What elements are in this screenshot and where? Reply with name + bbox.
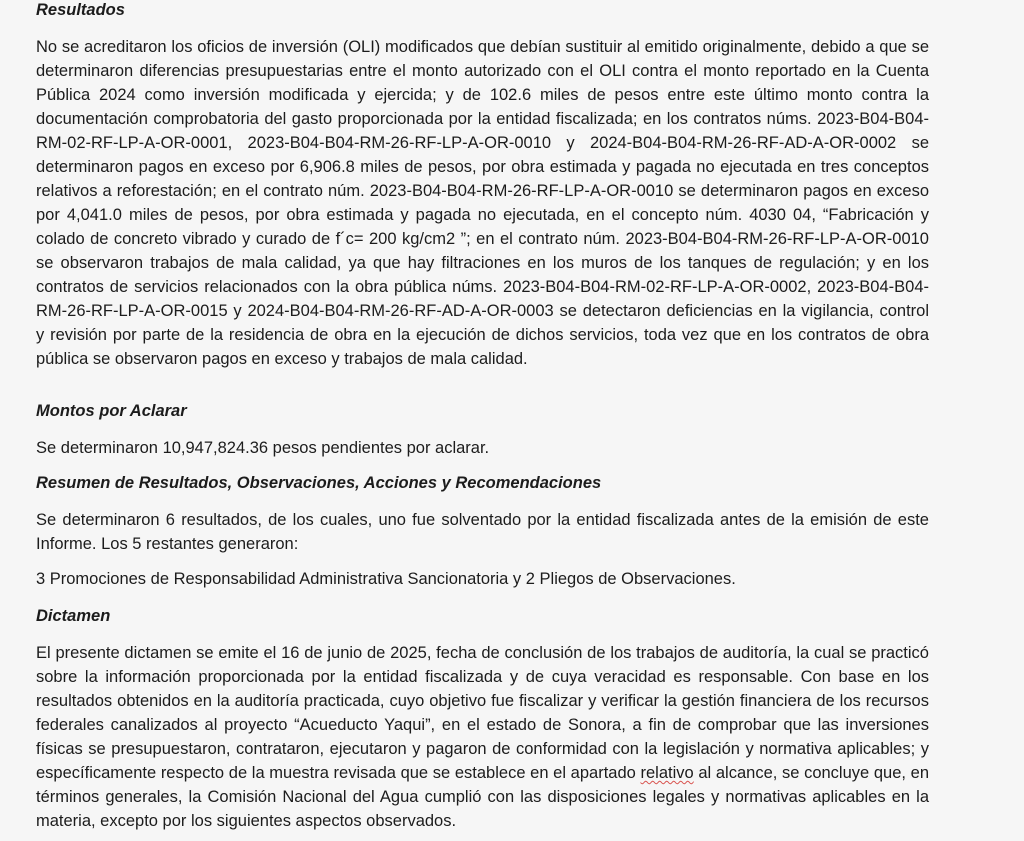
spellcheck-marked-word[interactable]: relativo xyxy=(640,764,694,782)
section-heading-dictamen: Dictamen xyxy=(36,607,111,625)
section-heading-resumen: Resumen de Resultados, Observaciones, Acciones y Recomendaciones xyxy=(36,474,602,492)
paragraph-montos-por-aclarar: Se determinaron 10,947,824.36 pesos pendientes por aclarar. xyxy=(36,439,490,457)
dictamen-text-before: El presente dictamen se emite el 16 de junio de 2025, fecha de conclusión de los trabajos de auditoría, la cual se practicó sobre la información proporcionada por la entidad fiscalizada y de cuya veracidad es responsable. Con base en los resultados obtenidos en la auditoría practicada, cuyo objetivo fue fiscalizar y verificar la gestión financiera de los recursos federales canalizados al proyecto “Acueducto Yaqui”, en el estado de Sonora, a fin de comprobar que las inversiones físicas se presupuestaron, contrataron, ejecutaron y pagaron de conformidad con la legislación y normativa aplicables; y específicamente respecto de la muestra revisada que se establece en el apartado xyxy=(36,644,929,782)
section-heading-resultados: Resultados xyxy=(36,1,125,19)
dictamen-text-after: al alcance, se concluye que, en términos generales, la Comisión Nacional del Agua cumplió con las disposiciones legales y normativas aplicables en la materia, excepto por los siguientes aspectos observados. xyxy=(36,764,930,830)
paragraph-resumen: Se determinaron 6 resultados, de los cuales, uno fue solventado por la entidad fiscalizada antes de la emisión de este Informe. Los 5 restantes generaron: xyxy=(36,511,929,553)
paragraph-promociones: 3 Promociones de Responsabilidad Administrativa Sancionatoria y 2 Pliegos de Observaciones. xyxy=(36,570,736,588)
section-heading-montos-por-aclarar: Montos por Aclarar xyxy=(36,402,187,420)
paragraph-dictamen xyxy=(36,641,929,833)
paragraph-resultados: No se acreditaron los oficios de inversión (OLI) modificados que debían sustituir al emitido originalmente, debido a que se determinaron diferencias presupuestarias entre el monto autorizado con el OLI contra el monto reportado en la Cuenta Pública 2024 como inversión modificada y ejercida; y de 102.6 miles de pesos entre este último monto contra la documentación comprobatoria del gasto proporcionada por la entidad fiscalizada; en los contratos núms. 2023-B04-B04-RM-02-RF-LP-A-OR-0001, 2023-B04-B04-RM-26-RF-LP-A-OR-0010 y 2024-B04-B04-RM-26-RF-AD-A-OR-0002 se determinaron pagos en exceso por 6,906.8 miles de pesos, por obra estimada y pagada no ejecutada en tres conceptos relativos a reforestación; en el contrato núm. 2023-B04-B04-RM-26-RF-LP-A-OR-0010 se determinaron pagos en exceso por 4,041.0 miles de pesos, por obra estimada y pagada no ejecutada, en el concepto núm. 4030 04, “Fabricación y colado de concreto vibrado y curado de f´c= 200 kg/cm2 ”; en el contrato núm. 2023-B04-B04-RM-26-RF-LP-A-OR-0010 se observaron trabajos de mala calidad, ya que hay filtraciones en los muros de los tanques de regulación; y en los contratos de servicios relacionados con la obra pública núms. 2023-B04-B04-RM-02-RF-LP-A-OR-0002, 2023-B04-B04-RM-26-RF-LP-A-OR-0015 y 2024-B04-B04-RM-26-RF-AD-A-OR-0003 se detectaron deficiencias en la vigilancia, control y revisión por parte de la residencia de obra en la ejecución de dichos servicios, toda vez que en los contratos de obra pública se observaron pagos en exceso y trabajos de mala calidad. xyxy=(36,38,929,368)
